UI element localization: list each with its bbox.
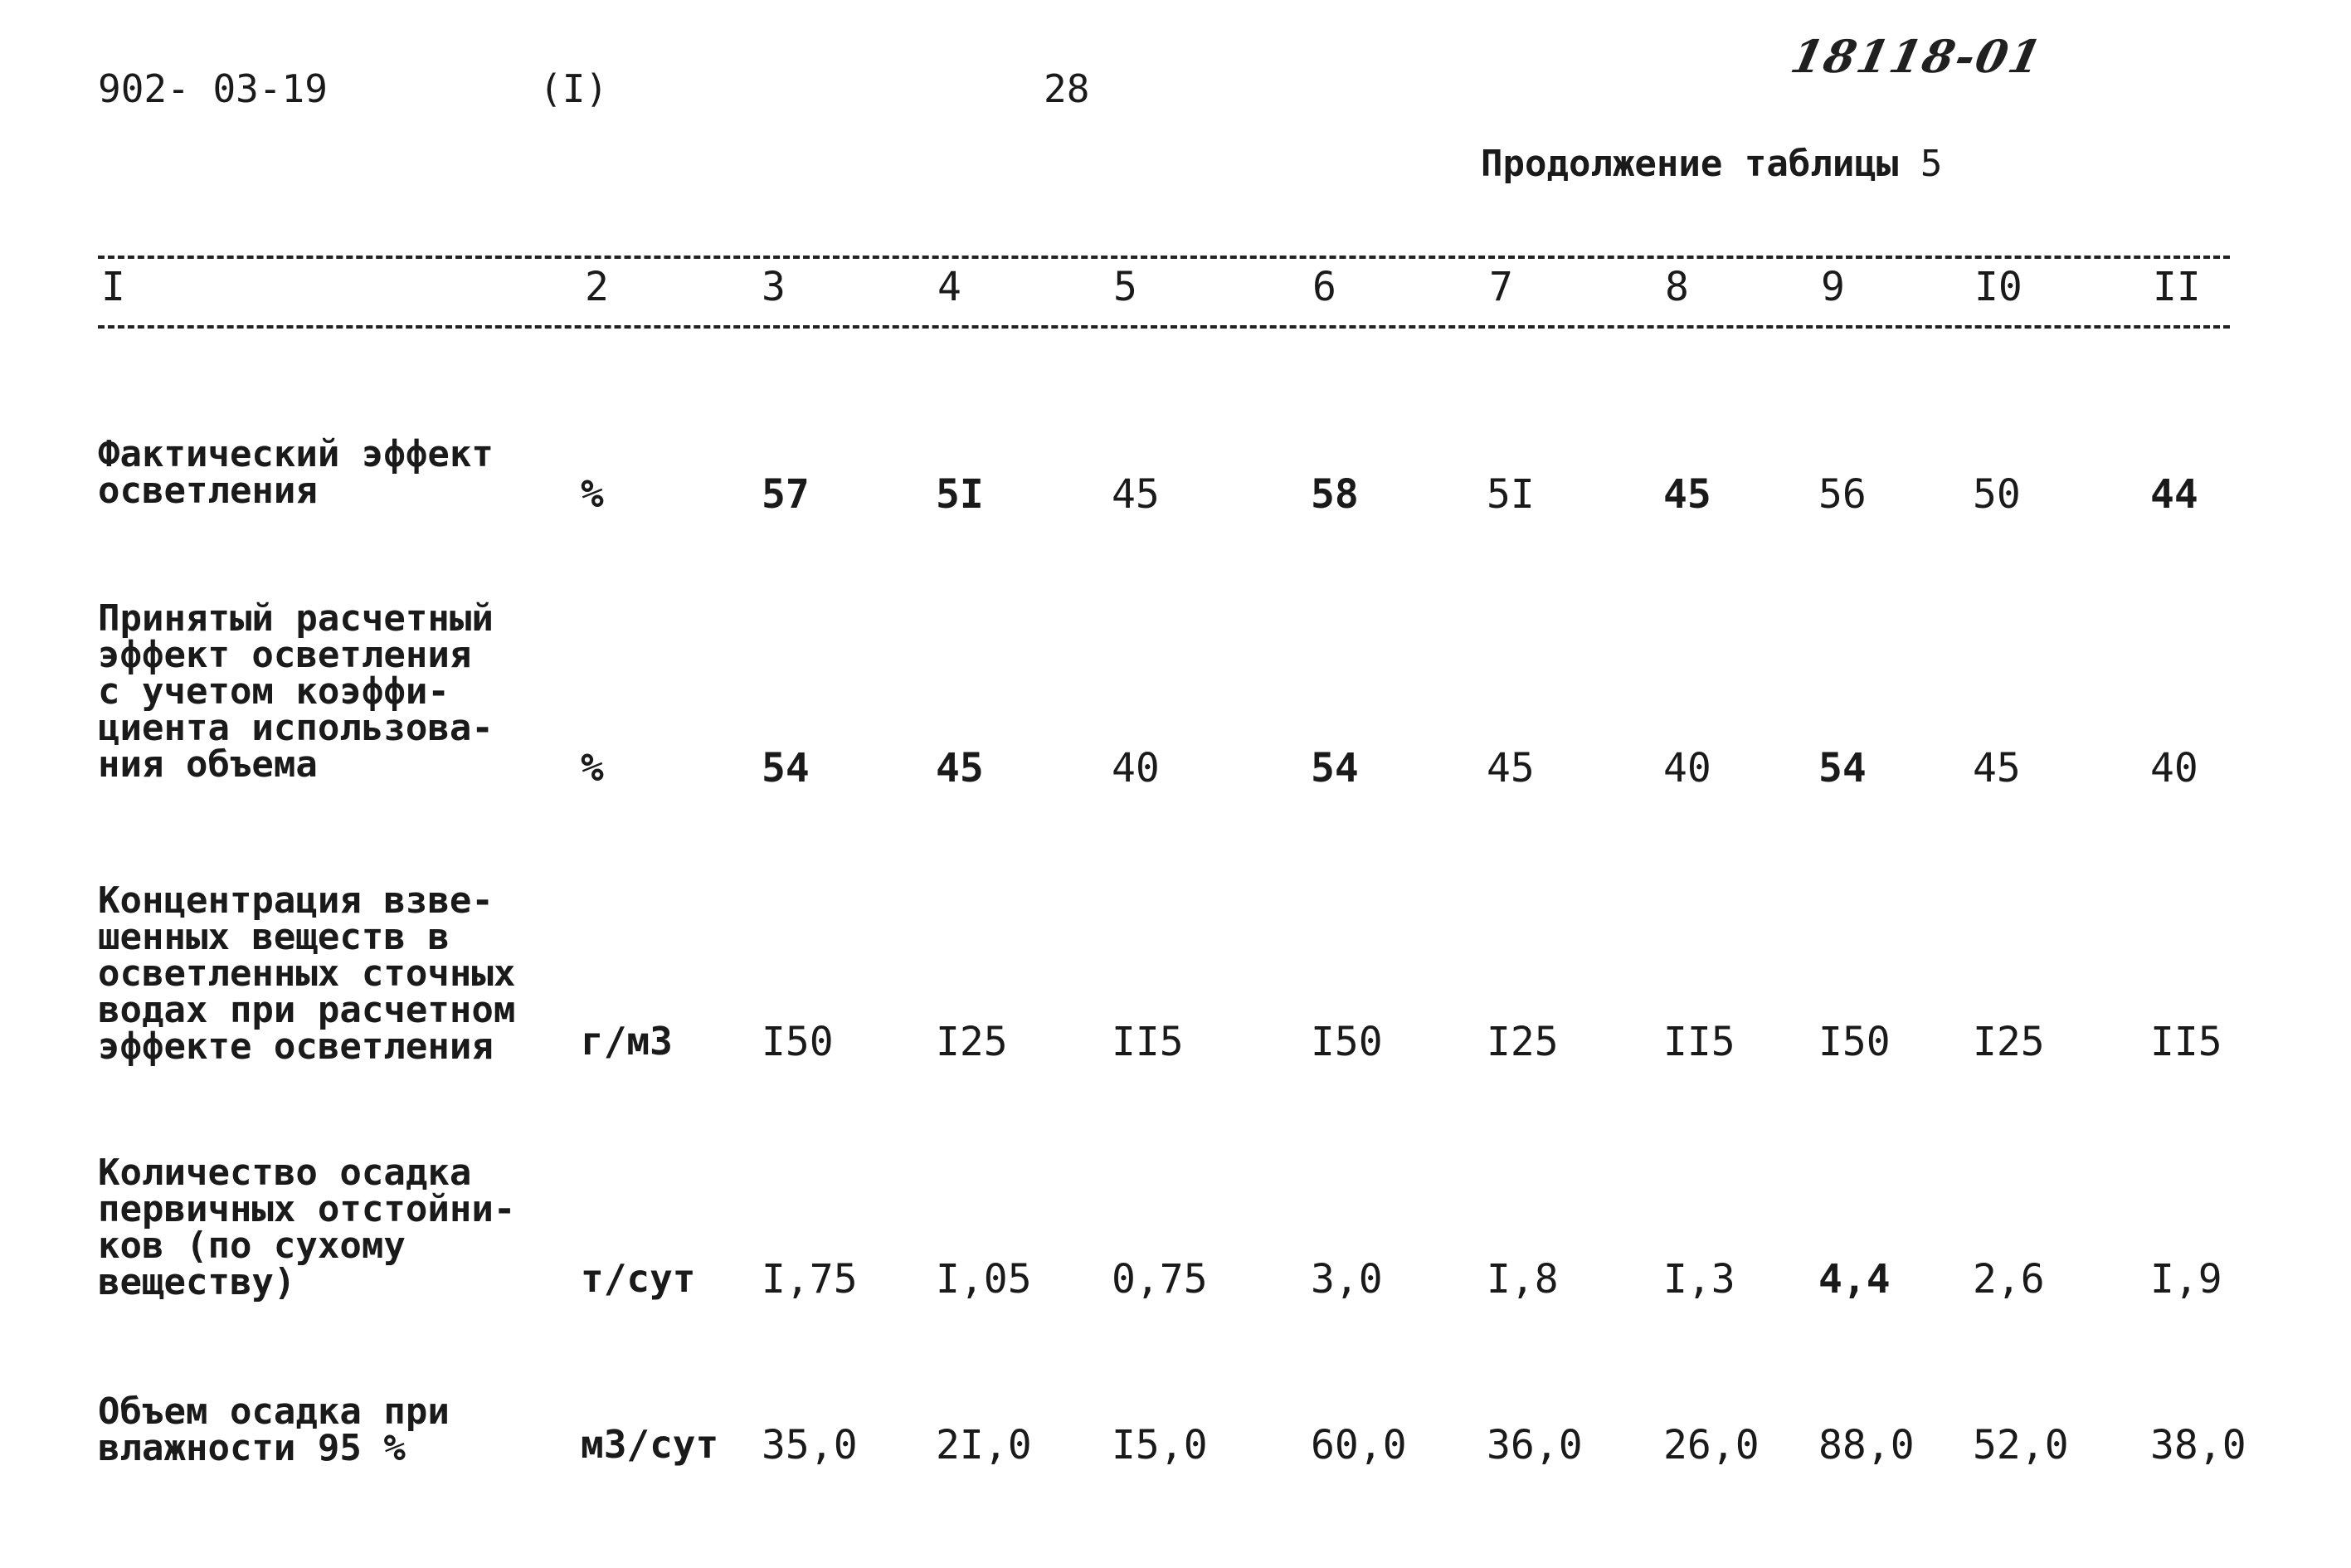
table-caption (1481, 143, 1942, 185)
table-cell: 35,0 (762, 1422, 858, 1468)
column-header-9: 9 (1821, 264, 1845, 310)
row-unit: т/сут (581, 1256, 696, 1301)
row-label-sludge-volume: Объем осадка при влажности 95 % (98, 1390, 450, 1469)
table-cell: I5,0 (1112, 1422, 1208, 1468)
table-cell: 56 (1818, 471, 1867, 518)
table-cell: 38,0 (2150, 1422, 2246, 1468)
column-header-6: 6 (1312, 264, 1336, 310)
table-cell: 50 (1973, 471, 2021, 518)
column-header-8: 8 (1665, 264, 1689, 310)
handwritten-stamp: 18118-01 (1786, 30, 2048, 83)
table-cell: II5 (1663, 1019, 1735, 1065)
row-unit: м3/сут (581, 1422, 719, 1467)
document-code: 902- 03-19 (98, 66, 328, 111)
table-cell: 45 (1112, 471, 1160, 518)
table-cell: I25 (936, 1019, 1008, 1065)
table-cell: I50 (1311, 1019, 1383, 1065)
column-header-1: I (101, 264, 125, 310)
table-cell: 40 (1663, 745, 1711, 791)
table-cell: 45 (1663, 471, 1711, 518)
column-header-3: 3 (762, 264, 786, 310)
table-cell: I25 (1973, 1019, 2045, 1065)
table-cell: 58 (1311, 471, 1359, 518)
table-cell: 45 (1487, 745, 1535, 791)
table-cell: 40 (2150, 745, 2198, 791)
table-cell: I,8 (1487, 1256, 1559, 1303)
table-cell: 0,75 (1112, 1256, 1208, 1303)
table-cell: 52,0 (1973, 1422, 2069, 1468)
row-label-suspended-solids-concentration: Концентрация взве- шенных веществ в осветленных сточных водах при расчетном эффекте осветления (98, 879, 516, 1068)
column-header-11: II (2153, 264, 2201, 310)
table-cell: 36,0 (1487, 1422, 1583, 1468)
table-cell: II5 (2150, 1019, 2222, 1065)
table-header-rule (98, 325, 2230, 329)
row-unit: г/м3 (581, 1019, 673, 1064)
table-cell: I,75 (762, 1256, 858, 1303)
table-cell: I,05 (936, 1256, 1032, 1303)
table-cell: 40 (1112, 745, 1160, 791)
table-cell: 4,4 (1818, 1256, 1891, 1303)
table-cell: 2,6 (1973, 1256, 2045, 1303)
column-header-4: 4 (937, 264, 961, 310)
row-unit: % (581, 471, 604, 516)
row-label-design-clarification-effect: Принятый расчетный эффект осветления с учетом коэффи- циента использова- ния объема (98, 597, 494, 786)
row-label-sludge-quantity: Количество осадка первичных отстойни- ков (по сухому веществу) (98, 1152, 516, 1303)
table-cell: II5 (1112, 1019, 1184, 1065)
table-cell: I25 (1487, 1019, 1559, 1065)
table-cell: 45 (936, 745, 984, 791)
row-label-clarification-effect: Фактический эффект осветления (98, 433, 494, 512)
page-number: 28 (1044, 66, 1090, 111)
table-cell: I,3 (1663, 1256, 1735, 1303)
table-cell: 5I (1487, 471, 1535, 518)
column-header-7: 7 (1489, 264, 1513, 310)
column-header-2: 2 (585, 264, 609, 310)
table-cell: 60,0 (1311, 1422, 1407, 1468)
table-cell: I50 (762, 1019, 834, 1065)
table-cell: 5I (936, 471, 984, 518)
table-top-rule (98, 256, 2230, 259)
table-cell: 45 (1973, 745, 2021, 791)
table-cell: I50 (1818, 1019, 1891, 1065)
table-cell: 57 (762, 471, 810, 518)
table-cell: 88,0 (1818, 1422, 1915, 1468)
column-header-5: 5 (1113, 264, 1137, 310)
document-part: (I) (539, 66, 609, 111)
table-cell: 54 (1818, 745, 1867, 791)
table-cell: 44 (2150, 471, 2198, 518)
column-header-10: I0 (1974, 264, 2022, 310)
table-cell: I,9 (2150, 1256, 2222, 1303)
table-cell: 3,0 (1311, 1256, 1383, 1303)
table-cell: 54 (762, 745, 810, 791)
caption-number: 5 (1920, 143, 1943, 185)
table-cell: 2I,0 (936, 1422, 1032, 1468)
row-unit: % (581, 745, 604, 790)
table-cell: 26,0 (1663, 1422, 1760, 1468)
table-cell: 54 (1311, 745, 1359, 791)
caption-text: Продолжение таблицы (1481, 143, 1899, 185)
